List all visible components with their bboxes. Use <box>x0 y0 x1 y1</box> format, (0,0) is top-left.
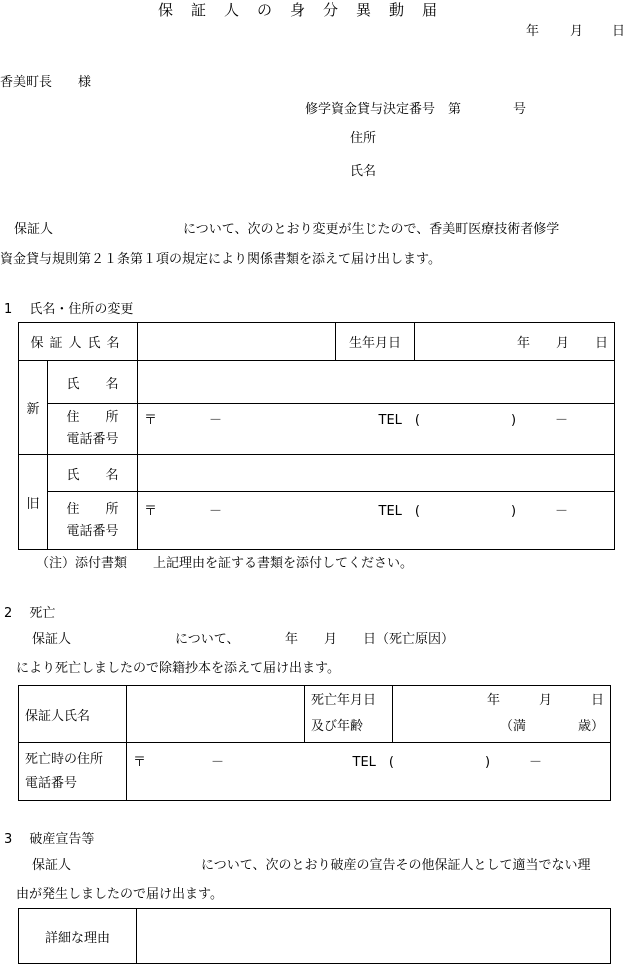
addressee: 香美町長 様 <box>0 75 92 90</box>
old-phone-label: 電話番号 <box>66 523 119 539</box>
new-address-cell[interactable] <box>138 404 615 455</box>
date-month: 月 <box>570 24 584 39</box>
deceased-name-cell[interactable] <box>127 686 305 743</box>
old-name-label: 氏 名 <box>48 455 138 492</box>
death-date-cell[interactable] <box>393 686 611 743</box>
death-postal: 〒 － <box>133 755 225 770</box>
section2-line-2: により死亡しましたので除籍抄本を添えて届け出ます。 <box>16 661 340 676</box>
old-address-phone-labels <box>48 492 138 550</box>
death-date-value: 年 月 日 <box>486 693 604 708</box>
old-name-cell[interactable] <box>138 455 615 492</box>
guarantor-name-label: 保証人氏名 <box>19 323 138 361</box>
date-year: 年 <box>526 24 540 39</box>
new-address-label: 住 所 <box>66 410 119 425</box>
new-postal: 〒 － <box>144 413 223 428</box>
section3-heading: 3 破産宣告等 <box>4 832 95 847</box>
section2-heading: 2 死亡 <box>4 606 56 621</box>
applicant-name-label: 氏名 <box>350 164 377 179</box>
new-name-cell[interactable] <box>138 361 615 404</box>
section3-table <box>18 908 611 964</box>
deceased-name-label: 保証人氏名 <box>19 686 127 743</box>
age-label: 及び年齢 <box>311 719 364 734</box>
death-address-cell[interactable] <box>127 743 611 801</box>
birth-date-label: 生年月日 <box>336 323 415 361</box>
section2-table <box>18 685 611 801</box>
age-value: （満 歳） <box>499 719 604 734</box>
section3-line-2: 由が発生しましたので届け出ます。 <box>16 887 223 902</box>
applicant-address-label: 住所 <box>350 131 377 146</box>
death-address-label: 死亡時の住所 <box>25 751 104 767</box>
intro-line-2: 資金貸与規則第２１条第１項の規定により関係書類を添えて届け出します。 <box>0 252 441 267</box>
old-label: 旧 <box>19 455 48 550</box>
reason-cell[interactable] <box>137 909 611 964</box>
page-title: 保証人の身分異動届 <box>158 1 456 19</box>
attachment-note: （注）添付書類 上記理由を証する書類を添付してください。 <box>36 556 414 571</box>
death-date-label: 死亡年月日 <box>311 693 377 708</box>
section3-line-1: 保証人 について、次のとおり破産の宣告その他保証人として適当でない理 <box>32 858 591 873</box>
old-address-cell[interactable] <box>138 492 615 550</box>
old-postal: 〒 － <box>144 504 223 519</box>
death-phone-label: 電話番号 <box>25 775 78 791</box>
death-date-labels <box>305 686 393 743</box>
death-tel: TEL ( ) － <box>352 755 543 770</box>
section1-heading: 1 氏名・住所の変更 <box>4 302 134 317</box>
date-day: 日 <box>612 24 626 39</box>
guarantor-name-cell[interactable] <box>138 323 336 361</box>
death-address-labels <box>19 743 127 801</box>
loan-number: 修学資金貸与決定番号 第 号 <box>305 102 527 117</box>
intro-line-1: 保証人 について、次のとおり変更が生じたので、香美町医療技術者修学 <box>14 222 560 237</box>
new-phone-label: 電話番号 <box>66 432 119 447</box>
old-tel: TEL ( ) － <box>378 504 569 519</box>
new-address-phone-labels <box>48 404 138 455</box>
old-address-label: 住 所 <box>66 501 119 517</box>
new-tel: TEL ( ) － <box>378 413 569 428</box>
new-label: 新 <box>19 361 48 455</box>
section2-line-1: 保証人 について、 年 月 日（死亡原因） <box>32 632 454 647</box>
section1-table <box>18 322 615 550</box>
birth-date-value[interactable]: 年 月 日 <box>415 323 615 361</box>
reason-label: 詳細な理由 <box>19 909 137 964</box>
new-name-label: 氏 名 <box>48 361 138 404</box>
